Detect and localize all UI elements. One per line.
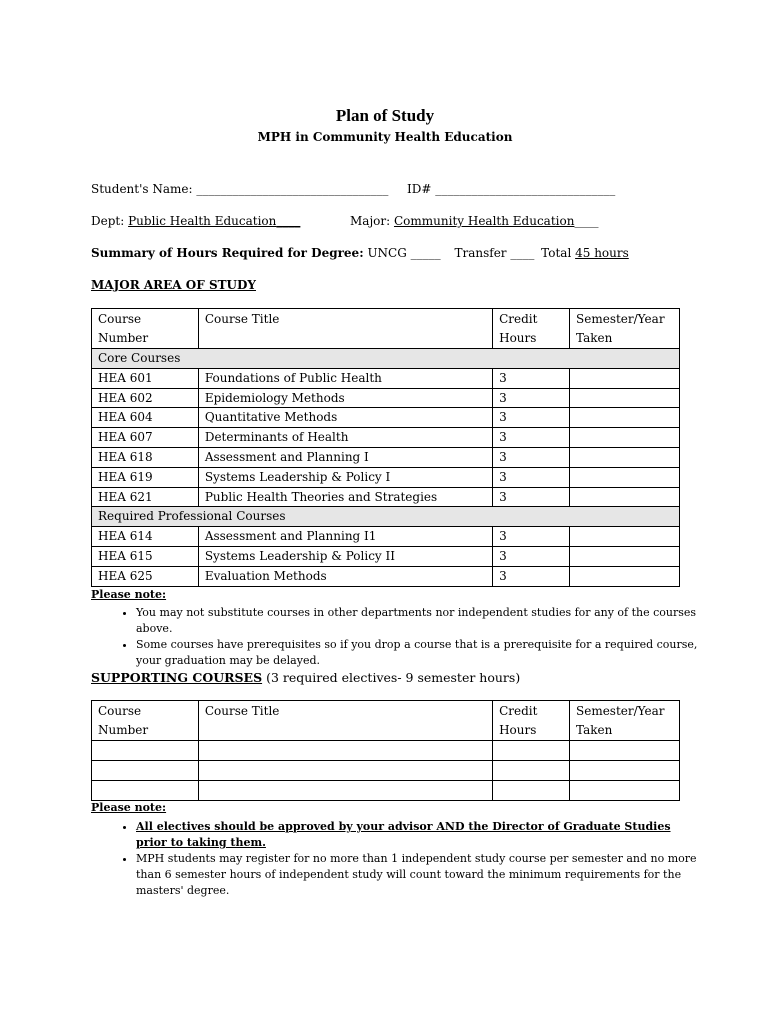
- credit-hours-cell: 3: [493, 467, 570, 487]
- elective-title-cell[interactable]: [198, 781, 492, 801]
- elective-title-cell[interactable]: [198, 761, 492, 781]
- summary-label: Summary of Hours Required for Degree:: [91, 246, 364, 260]
- note-title: Please note:: [91, 801, 167, 814]
- credit-hours-cell: 3: [493, 527, 570, 547]
- major-courses-table: [91, 308, 680, 587]
- section-label: Required Professional Courses: [92, 507, 680, 527]
- course-title-cell: Systems Leadership & Policy II: [198, 546, 492, 566]
- elective-number-cell[interactable]: [92, 761, 199, 781]
- supporting-heading: SUPPORTING COURSES (3 required electives- 9 semester hours): [91, 670, 521, 685]
- semester-taken-cell[interactable]: [570, 467, 680, 487]
- section-row-core: [92, 349, 680, 369]
- course-number-cell: HEA 602: [92, 388, 199, 408]
- elective-number-cell[interactable]: [92, 781, 199, 801]
- note-item: • Some courses have prerequisites so if you drop a course that is a prerequisite for a required course, your graduation may be delayed.: [136, 637, 702, 669]
- table-header-row: [92, 701, 680, 741]
- semester-taken-cell[interactable]: [570, 388, 680, 408]
- credit-hours-cell: 3: [493, 447, 570, 467]
- semester-taken-cell[interactable]: [570, 487, 680, 507]
- course-number-cell: HEA 614: [92, 527, 199, 547]
- uncg-field: UNCG _____: [363, 246, 441, 260]
- total-label: Total: [541, 246, 576, 260]
- note-title: Please note:: [91, 588, 167, 601]
- semester-taken-cell[interactable]: [570, 368, 680, 388]
- blank-elective-row: [92, 741, 680, 761]
- semester-taken-cell[interactable]: [570, 408, 680, 428]
- table-row: [92, 368, 680, 388]
- transfer-field: Transfer ____: [454, 246, 535, 260]
- required-courses: [92, 527, 680, 586]
- elective-number-cell[interactable]: [92, 741, 199, 761]
- credit-hours-cell: 3: [493, 487, 570, 507]
- course-title-cell: Determinants of Health: [198, 428, 492, 448]
- page-subtitle: MPH in Community Health Education: [257, 130, 513, 144]
- note-list: [116, 605, 702, 669]
- credit-hours-cell: 3: [493, 566, 570, 586]
- dept-field: [91, 214, 300, 228]
- course-number-cell: HEA 607: [92, 428, 199, 448]
- credit-hours-cell: 3: [493, 388, 570, 408]
- blank-elective-row: [92, 761, 680, 781]
- total-value: 45 hours: [575, 246, 629, 260]
- page-title: Plan of Study: [335, 106, 435, 125]
- semester-taken-cell[interactable]: [570, 447, 680, 467]
- table-row: [92, 467, 680, 487]
- table-row: [92, 566, 680, 586]
- course-number-cell: HEA 615: [92, 546, 199, 566]
- semester-taken-cell[interactable]: [570, 546, 680, 566]
- core-courses: [92, 368, 680, 507]
- major-field: [350, 214, 598, 228]
- elective-credit-cell[interactable]: [493, 741, 570, 761]
- major-label: Major:: [350, 214, 394, 228]
- table-row: [92, 447, 680, 467]
- elective-credit-cell[interactable]: [493, 781, 570, 801]
- table-row: [92, 428, 680, 448]
- header-semester-taken: Semester/Year Taken: [570, 309, 680, 349]
- credit-hours-cell: 3: [493, 368, 570, 388]
- table-row: [92, 527, 680, 547]
- major-trail: ____: [574, 214, 599, 228]
- semester-taken-cell[interactable]: [570, 527, 680, 547]
- header-course-number: Course Number: [92, 309, 199, 349]
- course-number-cell: HEA 619: [92, 467, 199, 487]
- credit-hours-cell: 3: [493, 546, 570, 566]
- course-title-cell: Evaluation Methods: [198, 566, 492, 586]
- course-title-cell: Epidemiology Methods: [198, 388, 492, 408]
- section-label: Core Courses: [92, 349, 680, 369]
- course-title-cell: Public Health Theories and Strategies: [198, 487, 492, 507]
- hours-summary: [91, 246, 629, 260]
- major-value: Community Health Education: [393, 214, 575, 228]
- course-number-cell: HEA 618: [92, 447, 199, 467]
- header-course-title: Course Title: [198, 701, 492, 741]
- note-item: • MPH students may register for no more than 1 independent study course per semester and no more than 6 semester hours of independent study will count toward the minimum requirements for the masters' degree.: [136, 851, 702, 899]
- note-item: • You may not substitute courses in other departments nor independent studies for any of the courses above.: [136, 605, 702, 637]
- student-name-field: Student's Name: ________________________________: [91, 182, 389, 196]
- course-title-cell: Systems Leadership & Policy I: [198, 467, 492, 487]
- elective-semester-cell[interactable]: [570, 781, 680, 801]
- blank-elective-row: [92, 781, 680, 801]
- table-row: [92, 546, 680, 566]
- id-field: ID# ______________________________: [407, 182, 616, 196]
- elective-title-cell[interactable]: [198, 741, 492, 761]
- section-row-required: [92, 507, 680, 527]
- semester-taken-cell[interactable]: [570, 566, 680, 586]
- course-title-cell: Assessment and Planning I1: [198, 527, 492, 547]
- course-number-cell: HEA 601: [92, 368, 199, 388]
- elective-credit-cell[interactable]: [493, 761, 570, 781]
- semester-taken-cell[interactable]: [570, 428, 680, 448]
- dept-label: Dept:: [91, 214, 129, 228]
- credit-hours-cell: 3: [493, 408, 570, 428]
- note-list: [116, 819, 702, 899]
- course-title-cell: Assessment and Planning I: [198, 447, 492, 467]
- table-row: [92, 487, 680, 507]
- table-header-row: [92, 309, 680, 349]
- table-row: [92, 408, 680, 428]
- header-course-title: Course Title: [198, 309, 492, 349]
- credit-hours-cell: 3: [493, 428, 570, 448]
- course-number-cell: HEA 621: [92, 487, 199, 507]
- course-number-cell: HEA 604: [92, 408, 199, 428]
- course-number-cell: HEA 625: [92, 566, 199, 586]
- elective-semester-cell[interactable]: [570, 741, 680, 761]
- major-area-heading: MAJOR AREA OF STUDY: [91, 278, 256, 292]
- header-semester-taken: Semester/Year Taken: [570, 701, 680, 741]
- elective-semester-cell[interactable]: [570, 761, 680, 781]
- supporting-courses-table: [91, 700, 680, 801]
- course-title-cell: Foundations of Public Health: [198, 368, 492, 388]
- header-credit-hours: Credit Hours: [493, 701, 570, 741]
- header-credit-hours: Credit Hours: [493, 309, 570, 349]
- header-course-number: Course Number: [92, 701, 199, 741]
- note-item: • All electives should be approved by your advisor AND the Director of Graduate Studies prior to taking them.: [136, 819, 702, 851]
- course-title-cell: Quantitative Methods: [198, 408, 492, 428]
- table-row: [92, 388, 680, 408]
- dept-value: Public Health Education____: [128, 214, 301, 228]
